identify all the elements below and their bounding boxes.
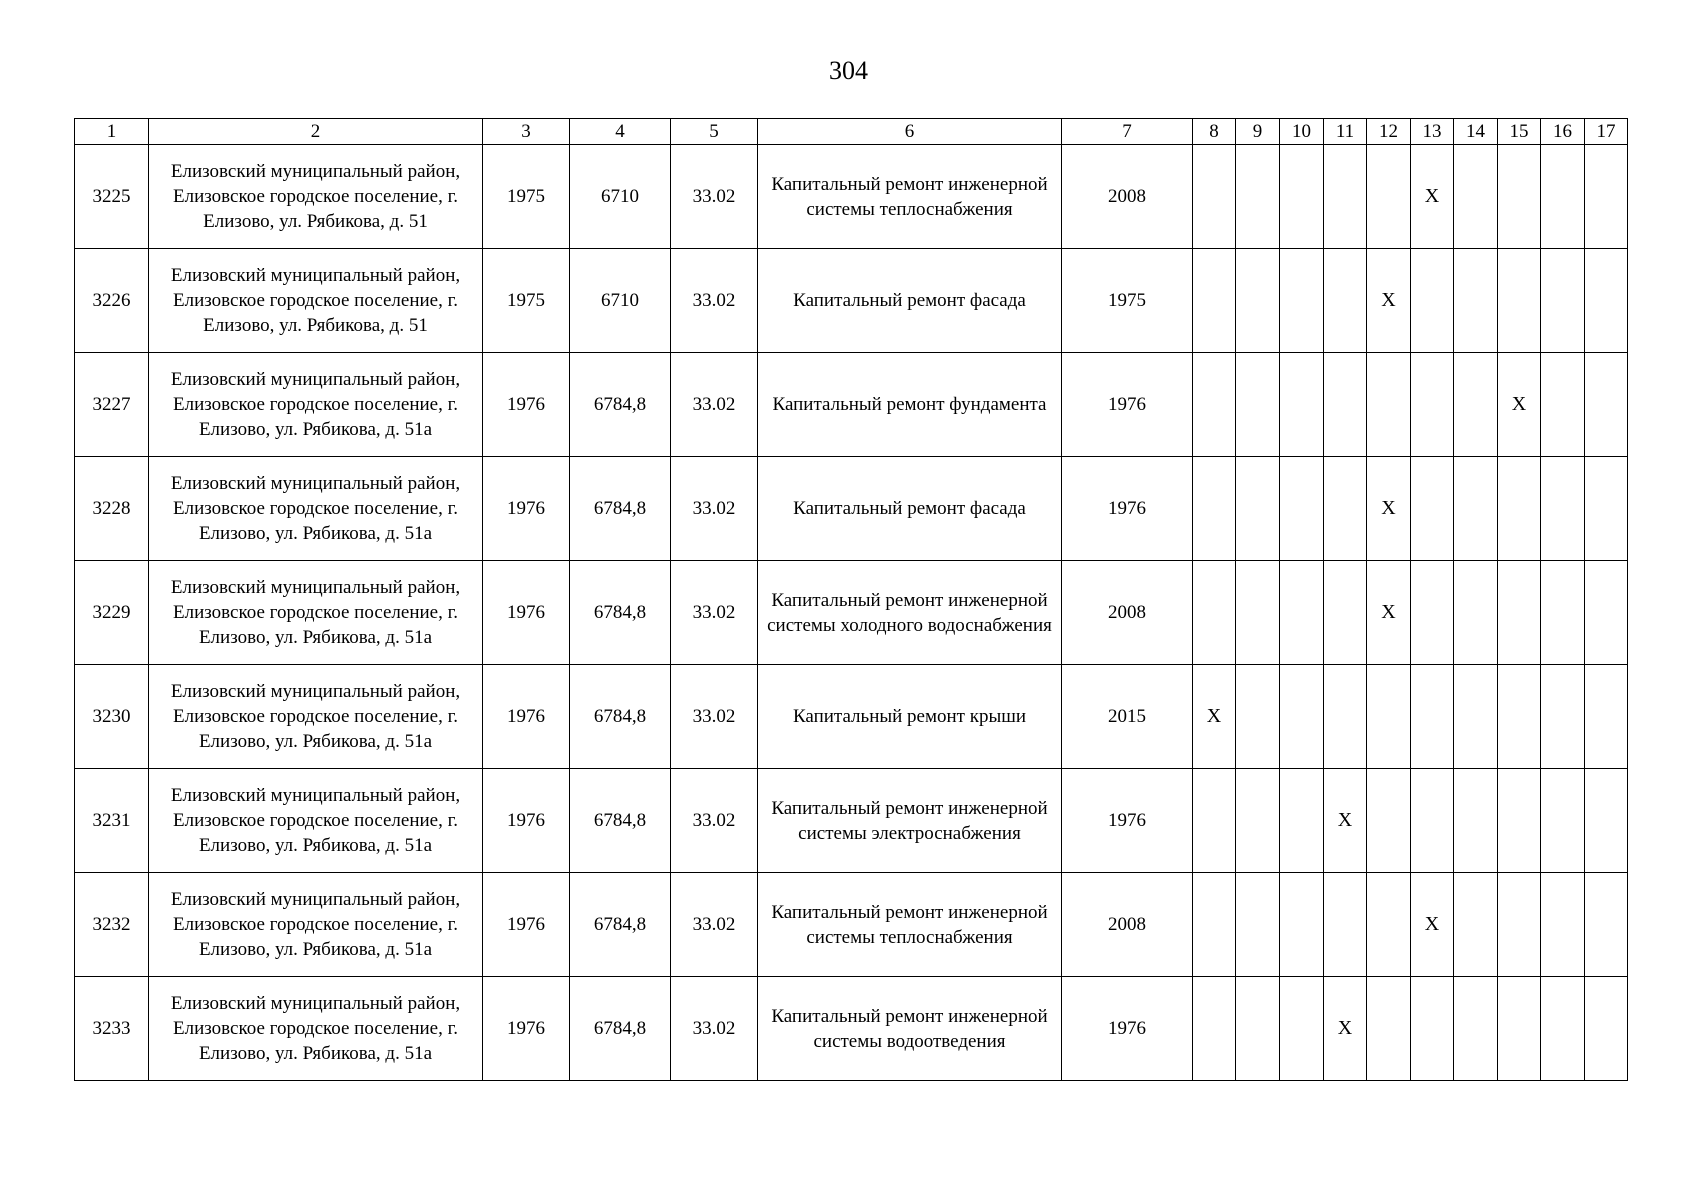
period-mark-cell — [1367, 873, 1411, 977]
table-row — [75, 665, 1628, 769]
period-mark-cell — [1367, 145, 1411, 249]
address-cell: Елизовский муниципальный район, Елизовское городское поселение, г. Елизово, ул. Рябикова, д. 51 — [149, 145, 483, 249]
period-mark-cell — [1236, 561, 1280, 665]
period-mark-cell — [1367, 769, 1411, 873]
area-cell: 6784,8 — [570, 665, 671, 769]
row-number-cell: 3226 — [75, 249, 149, 353]
address-cell: Елизовский муниципальный район, Елизовское городское поселение, г. Елизово, ул. Рябикова, д. 51 — [149, 249, 483, 353]
table-row — [75, 769, 1628, 873]
period-mark-cell — [1236, 977, 1280, 1081]
column-number-cell: 16 — [1541, 119, 1585, 145]
work-type-cell: Капитальный ремонт инженерной системы холодного водоснабжения — [758, 561, 1062, 665]
last-repair-year-cell: 1976 — [1062, 457, 1193, 561]
code-cell: 33.02 — [671, 353, 758, 457]
table-row — [75, 145, 1628, 249]
period-mark-cell — [1498, 145, 1541, 249]
period-mark-cell — [1324, 457, 1367, 561]
table-row — [75, 977, 1628, 1081]
row-number-cell: 3233 — [75, 977, 149, 1081]
period-mark-cell — [1280, 457, 1324, 561]
period-mark-cell — [1541, 353, 1585, 457]
period-mark-cell — [1411, 457, 1454, 561]
table-row — [75, 873, 1628, 977]
period-mark-cell — [1541, 249, 1585, 353]
area-cell: 6784,8 — [570, 769, 671, 873]
code-cell: 33.02 — [671, 249, 758, 353]
period-mark-cell — [1541, 769, 1585, 873]
period-mark-cell: X — [1193, 665, 1236, 769]
period-mark-cell: X — [1324, 977, 1367, 1081]
period-mark-cell — [1236, 145, 1280, 249]
period-mark-cell — [1454, 145, 1498, 249]
address-cell: Елизовский муниципальный район, Елизовское городское поселение, г. Елизово, ул. Рябикова, д. 51а — [149, 353, 483, 457]
year-built-cell: 1976 — [483, 457, 570, 561]
last-repair-year-cell: 2008 — [1062, 873, 1193, 977]
period-mark-cell — [1324, 561, 1367, 665]
period-mark-cell — [1193, 977, 1236, 1081]
last-repair-year-cell: 1975 — [1062, 249, 1193, 353]
period-mark-cell — [1585, 561, 1628, 665]
code-cell: 33.02 — [671, 665, 758, 769]
column-number-cell: 4 — [570, 119, 671, 145]
period-mark-cell: X — [1367, 249, 1411, 353]
column-number-cell: 17 — [1585, 119, 1628, 145]
code-cell: 33.02 — [671, 873, 758, 977]
period-mark-cell — [1454, 457, 1498, 561]
work-type-cell: Капитальный ремонт инженерной системы водоотведения — [758, 977, 1062, 1081]
period-mark-cell — [1193, 769, 1236, 873]
period-mark-cell — [1585, 353, 1628, 457]
period-mark-cell — [1498, 665, 1541, 769]
period-mark-cell — [1280, 665, 1324, 769]
period-mark-cell — [1585, 665, 1628, 769]
period-mark-cell — [1280, 145, 1324, 249]
last-repair-year-cell: 1976 — [1062, 977, 1193, 1081]
column-number-cell: 1 — [75, 119, 149, 145]
last-repair-year-cell: 2008 — [1062, 561, 1193, 665]
period-mark-cell: X — [1411, 145, 1454, 249]
work-type-cell: Капитальный ремонт инженерной системы электроснабжения — [758, 769, 1062, 873]
period-mark-cell — [1367, 665, 1411, 769]
period-mark-cell — [1324, 145, 1367, 249]
period-mark-cell — [1585, 457, 1628, 561]
code-cell: 33.02 — [671, 145, 758, 249]
address-cell: Елизовский муниципальный район, Елизовское городское поселение, г. Елизово, ул. Рябикова, д. 51а — [149, 665, 483, 769]
period-mark-cell — [1411, 769, 1454, 873]
period-mark-cell — [1498, 769, 1541, 873]
code-cell: 33.02 — [671, 977, 758, 1081]
period-mark-cell: X — [1411, 873, 1454, 977]
period-mark-cell — [1280, 769, 1324, 873]
period-mark-cell — [1454, 249, 1498, 353]
year-built-cell: 1976 — [483, 769, 570, 873]
period-mark-cell — [1585, 977, 1628, 1081]
work-type-cell: Капитальный ремонт крыши — [758, 665, 1062, 769]
period-mark-cell: X — [1367, 457, 1411, 561]
period-mark-cell — [1280, 977, 1324, 1081]
column-number-cell: 11 — [1324, 119, 1367, 145]
period-mark-cell — [1193, 561, 1236, 665]
period-mark-cell — [1454, 977, 1498, 1081]
column-number-cell: 7 — [1062, 119, 1193, 145]
page-number: 304 — [829, 56, 868, 85]
year-built-cell: 1975 — [483, 249, 570, 353]
period-mark-cell — [1280, 873, 1324, 977]
period-mark-cell — [1236, 249, 1280, 353]
column-number-cell: 13 — [1411, 119, 1454, 145]
table-row — [75, 353, 1628, 457]
period-mark-cell — [1411, 977, 1454, 1081]
period-mark-cell — [1541, 977, 1585, 1081]
area-cell: 6784,8 — [570, 353, 671, 457]
area-cell: 6784,8 — [570, 977, 671, 1081]
period-mark-cell — [1454, 665, 1498, 769]
code-cell: 33.02 — [671, 561, 758, 665]
period-mark-cell — [1498, 249, 1541, 353]
area-cell: 6710 — [570, 145, 671, 249]
period-mark-cell — [1454, 873, 1498, 977]
period-mark-cell — [1585, 145, 1628, 249]
period-mark-cell — [1411, 561, 1454, 665]
row-number-cell: 3227 — [75, 353, 149, 457]
period-mark-cell — [1454, 353, 1498, 457]
period-mark-cell — [1541, 873, 1585, 977]
period-mark-cell: X — [1498, 353, 1541, 457]
period-mark-cell — [1280, 353, 1324, 457]
year-built-cell: 1976 — [483, 665, 570, 769]
column-number-cell: 3 — [483, 119, 570, 145]
period-mark-cell — [1541, 665, 1585, 769]
period-mark-cell — [1193, 353, 1236, 457]
period-mark-cell — [1236, 457, 1280, 561]
column-number-row — [75, 119, 1628, 145]
period-mark-cell — [1411, 353, 1454, 457]
area-cell: 6784,8 — [570, 561, 671, 665]
period-mark-cell — [1367, 353, 1411, 457]
year-built-cell: 1976 — [483, 561, 570, 665]
repair-schedule-table — [74, 118, 1628, 1081]
row-number-cell: 3229 — [75, 561, 149, 665]
period-mark-cell: X — [1367, 561, 1411, 665]
column-number-cell: 9 — [1236, 119, 1280, 145]
work-type-cell: Капитальный ремонт фундамента — [758, 353, 1062, 457]
row-number-cell: 3228 — [75, 457, 149, 561]
period-mark-cell — [1585, 769, 1628, 873]
year-built-cell: 1975 — [483, 145, 570, 249]
period-mark-cell — [1585, 249, 1628, 353]
period-mark-cell — [1454, 769, 1498, 873]
period-mark-cell — [1367, 977, 1411, 1081]
last-repair-year-cell: 2015 — [1062, 665, 1193, 769]
period-mark-cell — [1324, 665, 1367, 769]
work-type-cell: Капитальный ремонт инженерной системы теплоснабжения — [758, 145, 1062, 249]
row-number-cell: 3230 — [75, 665, 149, 769]
table-row — [75, 457, 1628, 561]
period-mark-cell — [1236, 665, 1280, 769]
year-built-cell: 1976 — [483, 977, 570, 1081]
address-cell: Елизовский муниципальный район, Елизовское городское поселение, г. Елизово, ул. Рябикова, д. 51а — [149, 457, 483, 561]
period-mark-cell — [1193, 145, 1236, 249]
period-mark-cell — [1280, 249, 1324, 353]
period-mark-cell — [1454, 561, 1498, 665]
column-number-cell: 6 — [758, 119, 1062, 145]
column-number-cell: 2 — [149, 119, 483, 145]
address-cell: Елизовский муниципальный район, Елизовское городское поселение, г. Елизово, ул. Рябикова, д. 51а — [149, 873, 483, 977]
column-number-cell: 8 — [1193, 119, 1236, 145]
period-mark-cell — [1324, 873, 1367, 977]
column-number-cell: 12 — [1367, 119, 1411, 145]
last-repair-year-cell: 2008 — [1062, 145, 1193, 249]
period-mark-cell — [1236, 873, 1280, 977]
period-mark-cell — [1236, 353, 1280, 457]
row-number-cell: 3231 — [75, 769, 149, 873]
period-mark-cell — [1324, 249, 1367, 353]
area-cell: 6784,8 — [570, 457, 671, 561]
period-mark-cell — [1193, 249, 1236, 353]
code-cell: 33.02 — [671, 769, 758, 873]
period-mark-cell — [1411, 249, 1454, 353]
period-mark-cell — [1541, 457, 1585, 561]
table-row — [75, 249, 1628, 353]
period-mark-cell — [1541, 561, 1585, 665]
period-mark-cell — [1280, 561, 1324, 665]
row-number-cell: 3232 — [75, 873, 149, 977]
column-number-cell: 14 — [1454, 119, 1498, 145]
period-mark-cell: X — [1324, 769, 1367, 873]
period-mark-cell — [1585, 873, 1628, 977]
period-mark-cell — [1498, 977, 1541, 1081]
period-mark-cell — [1411, 665, 1454, 769]
address-cell: Елизовский муниципальный район, Елизовское городское поселение, г. Елизово, ул. Рябикова, д. 51а — [149, 977, 483, 1081]
column-number-cell: 5 — [671, 119, 758, 145]
period-mark-cell — [1324, 353, 1367, 457]
address-cell: Елизовский муниципальный район, Елизовское городское поселение, г. Елизово, ул. Рябикова, д. 51а — [149, 561, 483, 665]
period-mark-cell — [1193, 457, 1236, 561]
area-cell: 6784,8 — [570, 873, 671, 977]
year-built-cell: 1976 — [483, 873, 570, 977]
work-type-cell: Капитальный ремонт фасада — [758, 249, 1062, 353]
last-repair-year-cell: 1976 — [1062, 769, 1193, 873]
work-type-cell: Капитальный ремонт инженерной системы теплоснабжения — [758, 873, 1062, 977]
row-number-cell: 3225 — [75, 145, 149, 249]
code-cell: 33.02 — [671, 457, 758, 561]
address-cell: Елизовский муниципальный район, Елизовское городское поселение, г. Елизово, ул. Рябикова, д. 51а — [149, 769, 483, 873]
last-repair-year-cell: 1976 — [1062, 353, 1193, 457]
work-type-cell: Капитальный ремонт фасада — [758, 457, 1062, 561]
column-number-cell: 10 — [1280, 119, 1324, 145]
period-mark-cell — [1541, 145, 1585, 249]
period-mark-cell — [1236, 769, 1280, 873]
area-cell: 6710 — [570, 249, 671, 353]
period-mark-cell — [1193, 873, 1236, 977]
year-built-cell: 1976 — [483, 353, 570, 457]
table-row — [75, 561, 1628, 665]
period-mark-cell — [1498, 457, 1541, 561]
column-number-cell: 15 — [1498, 119, 1541, 145]
period-mark-cell — [1498, 873, 1541, 977]
period-mark-cell — [1498, 561, 1541, 665]
